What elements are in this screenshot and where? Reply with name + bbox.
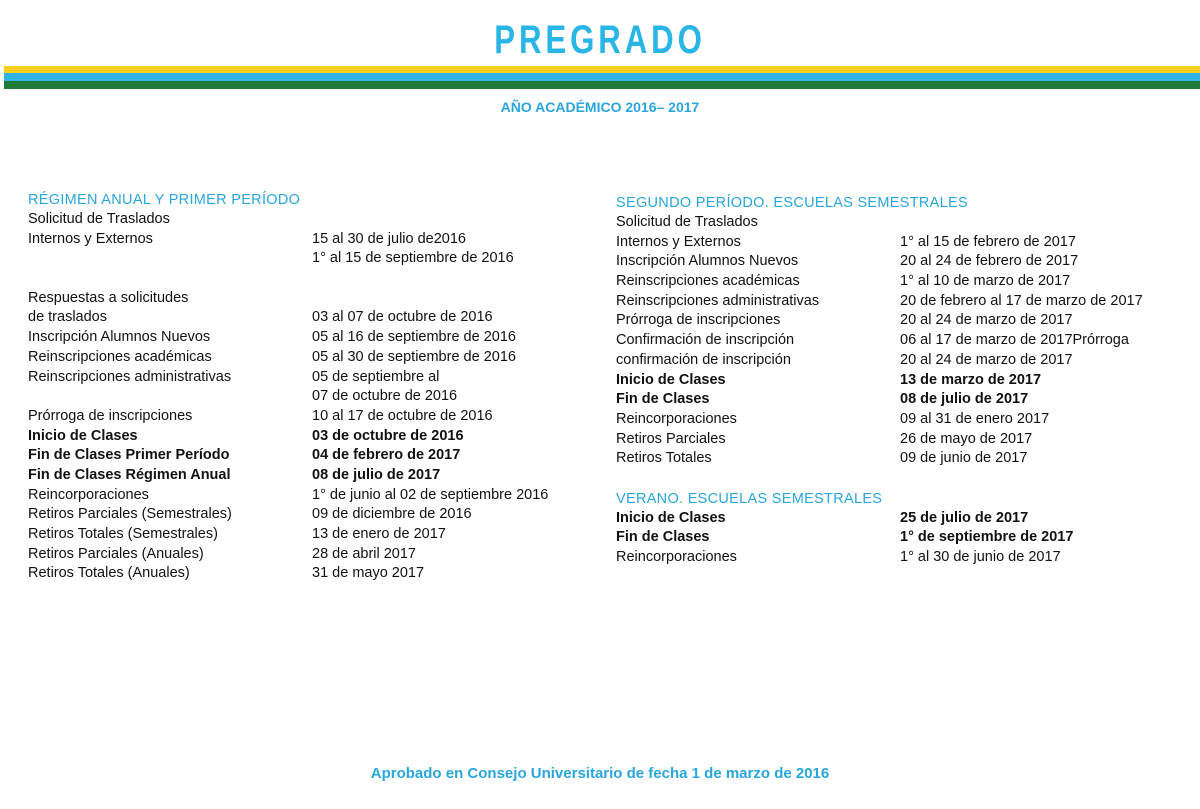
schedule-row: [616, 233, 1186, 253]
row-label: Reinscripciones académicas: [616, 273, 800, 290]
row-label: Confirmación de inscripción: [616, 332, 795, 349]
row-label: Retiros Totales: [616, 450, 712, 467]
second-period-section: [616, 193, 1186, 568]
schedule-row: [616, 351, 1186, 371]
schedule-list: [616, 213, 1186, 469]
row-date: 13 de marzo de 2017: [900, 371, 1042, 388]
schedule-row: [616, 410, 1186, 430]
schedule-row: [616, 528, 1186, 548]
row-label: Retiros Parciales (Semestrales): [28, 506, 232, 523]
row-date: 1° al 10 de marzo de 2017: [900, 273, 1071, 290]
row-date: 20 de febrero al 17 de marzo de 2017: [900, 292, 1143, 309]
row-date: 07 de octubre de 2016: [312, 388, 458, 405]
row-label: Fin de Clases Primer Período: [28, 447, 230, 464]
schedule-list: [616, 509, 1186, 568]
schedule-row: [616, 311, 1186, 331]
row-label: confirmación de inscripción: [616, 351, 791, 368]
schedule-row: [28, 387, 588, 407]
schedule-row: [616, 292, 1186, 312]
row-label: Reincorporaciones: [616, 549, 737, 565]
row-date: 03 de octubre de 2016: [312, 427, 464, 444]
row-date: 09 de diciembre de 2016: [312, 506, 472, 523]
row-date: 1° de septiembre de 2017: [900, 529, 1074, 546]
schedule-row: [28, 230, 588, 250]
row-label: Retiros Totales (Anuales): [28, 565, 190, 582]
blue-stripe: [4, 73, 1200, 81]
row-label: Internos y Externos: [616, 233, 741, 250]
yellow-stripe: [4, 66, 1200, 73]
row-label: Inicio de Clases: [28, 427, 138, 444]
row-date: 05 al 16 de septiembre de 2016: [312, 329, 516, 346]
schedule-row: [616, 449, 1186, 469]
schedule-row: [28, 289, 588, 309]
row-date: 1° de junio al 02 de septiembre 2016: [312, 486, 549, 503]
row-date: 1° al 30 de junio de 2017: [900, 549, 1061, 565]
row-label: Internos y Externos: [28, 230, 153, 247]
row-date: 06 al 17 de marzo de 2017Prórroga: [900, 332, 1129, 349]
schedule-row: [616, 272, 1186, 292]
row-date: 13 de enero de 2017: [312, 526, 446, 542]
schedule-row: [616, 213, 1186, 233]
row-date: 20 al 24 de marzo de 2017: [900, 351, 1073, 368]
row-date: 1° al 15 de septiembre de 2016: [312, 250, 514, 267]
section-heading: SEGUNDO PERÍODO. ESCUELAS SEMESTRALES: [616, 195, 968, 211]
row-label: Reinscripciones académicas: [28, 348, 212, 365]
row-label: Inscripción Alumnos Nuevos: [28, 329, 211, 346]
schedule-row: [28, 486, 588, 506]
schedule-row: [28, 249, 588, 269]
page-title: PREGRADO: [494, 18, 706, 62]
row-date: 25 de julio de 2017: [900, 509, 1029, 526]
row-label: Respuestas a solicitudes: [28, 289, 189, 306]
section-heading: RÉGIMEN ANUAL Y PRIMER PERÍODO: [28, 192, 301, 208]
row-label: Retiros Parciales (Anuales): [28, 545, 204, 562]
row-date: 09 de junio de 2017: [900, 450, 1028, 467]
schedule-row: [28, 446, 588, 466]
row-label: Solicitud de Traslados: [616, 214, 758, 230]
summer-heading: VERANO. ESCUELAS SEMESTRALES: [616, 490, 883, 507]
schedule-row: [616, 390, 1186, 410]
row-date: 04 de febrero de 2017: [312, 447, 461, 464]
schedule-row: [28, 525, 588, 545]
row-label: Reinscripciones administrativas: [616, 292, 820, 309]
row-date: 08 de julio de 2017: [900, 391, 1029, 408]
row-label: Reincorporaciones: [28, 486, 149, 503]
row-label: Inicio de Clases: [616, 371, 726, 388]
row-label: [28, 387, 312, 407]
schedule-row: [28, 505, 588, 525]
schedule-row: [28, 210, 588, 230]
row-label: Prórroga de inscripciones: [28, 407, 193, 424]
row-label: Reinscripciones administrativas: [28, 368, 232, 385]
row-label: Reincorporaciones: [616, 410, 737, 427]
row-label: de traslados: [28, 309, 107, 326]
row-label: Inscripción Alumnos Nuevos: [616, 253, 799, 270]
schedule-row: [28, 407, 588, 427]
schedule-row: [28, 348, 588, 368]
row-date: 28 de abril 2017: [312, 545, 416, 562]
row-label: Prórroga de inscripciones: [616, 312, 781, 329]
approval-note: Aprobado en Consejo Universitario de fecha 1 de marzo de 2016: [370, 765, 830, 782]
schedule-row: [28, 308, 588, 328]
schedule-row: [616, 371, 1186, 391]
row-date: 09 al 31 de enero 2017: [900, 410, 1050, 427]
row-label: Retiros Totales (Semestrales): [28, 526, 218, 542]
row-date: 20 al 24 de marzo de 2017: [900, 312, 1073, 329]
schedule-row: [616, 548, 1186, 568]
schedule-row: [28, 328, 588, 348]
row-date: 05 al 30 de septiembre de 2016: [312, 348, 516, 365]
row-label: Fin de Clases Régimen Anual: [28, 466, 231, 483]
green-stripe: [4, 81, 1200, 89]
row-label: Fin de Clases: [616, 529, 710, 546]
schedule-list: [28, 210, 588, 584]
row-date: 20 al 24 de febrero de 2017: [900, 253, 1079, 270]
row-label: Solicitud de Traslados: [28, 211, 170, 227]
row-date: 08 de julio de 2017: [312, 466, 441, 483]
row-date: 1° al 15 de febrero de 2017: [900, 233, 1076, 250]
row-date: 26 de mayo de 2017: [900, 430, 1033, 447]
schedule-row: [616, 430, 1186, 450]
row-date: 31 de mayo 2017: [312, 565, 425, 582]
row-date: 03 al 07 de octubre de 2016: [312, 309, 493, 326]
schedule-row: [28, 368, 588, 388]
schedule-row: [616, 252, 1186, 272]
academic-year: AÑO ACADÉMICO 2016– 2017: [500, 99, 700, 115]
schedule-row: [28, 427, 588, 447]
row-label: Retiros Parciales: [616, 430, 726, 447]
row-label: Fin de Clases: [616, 391, 710, 408]
row-date: 05 de septiembre al: [312, 368, 440, 385]
row-date: 15 al 30 de julio de2016: [312, 230, 466, 247]
schedule-row: [28, 564, 588, 584]
row-label: [28, 249, 312, 269]
schedule-row: [28, 545, 588, 565]
schedule-row: [28, 466, 588, 486]
schedule-row: [616, 331, 1186, 351]
row-date: 10 al 17 de octubre de 2016: [312, 407, 493, 424]
annual-first-period-section: [28, 190, 588, 584]
row-label: Inicio de Clases: [616, 509, 726, 526]
schedule-row: [616, 509, 1186, 529]
